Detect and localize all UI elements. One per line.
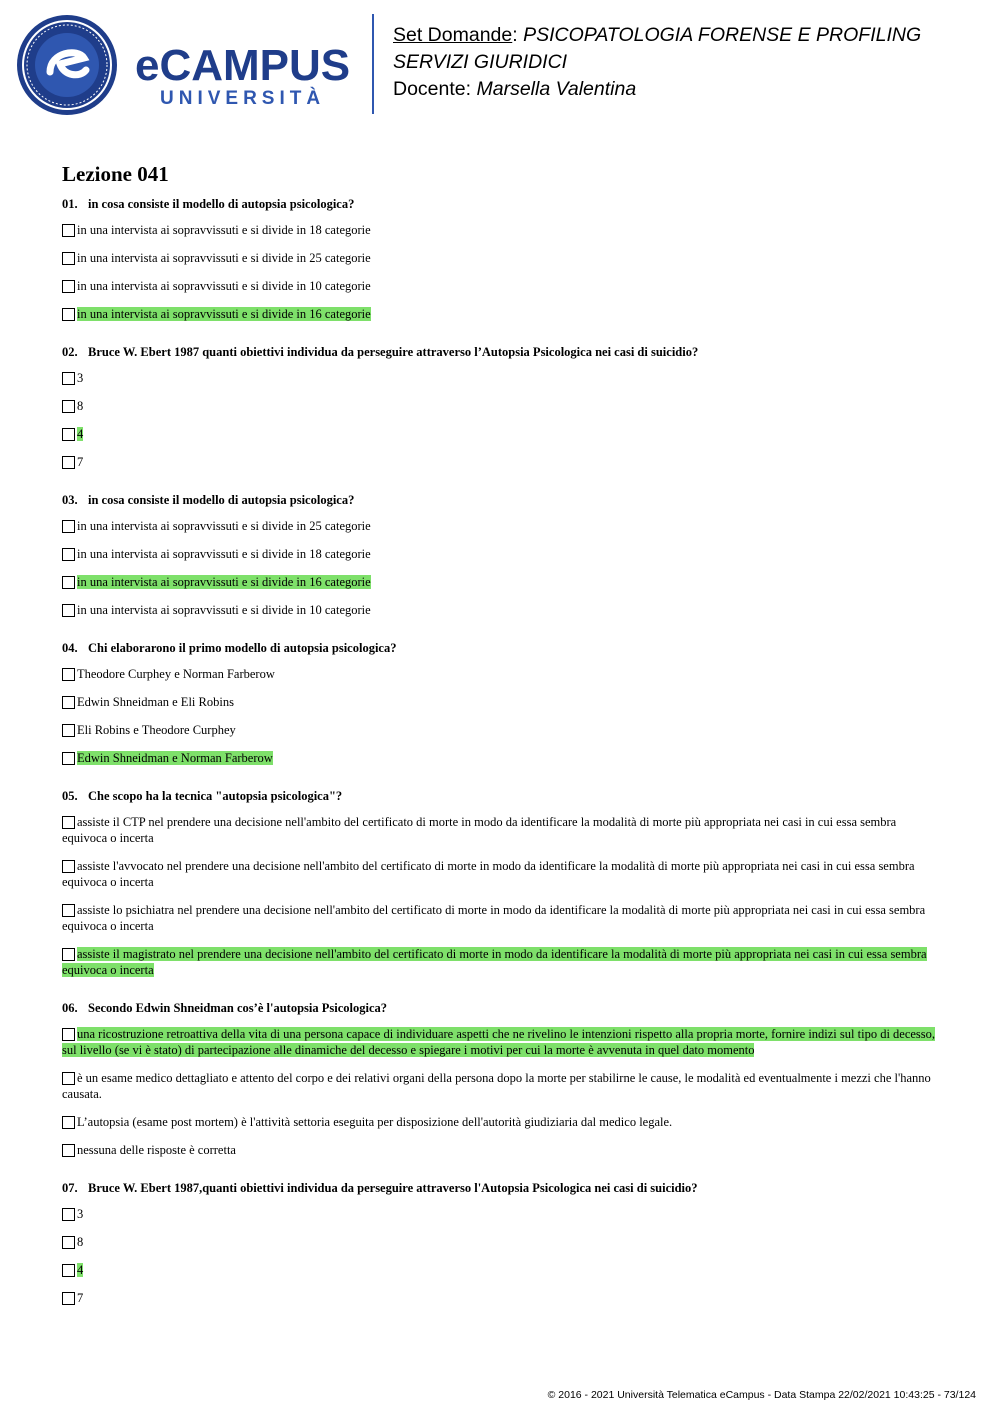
answer-option — [62, 666, 942, 682]
answer-text-correct: una ricostruzione retroattiva della vita di una persona capace di individuare aspetti che ne rivelino le intenzioni rispetto alla propria morte, fornire indizi sul tipo di decesso, sul livello (se vi è stato) di partecipazione alle dinamiche del decesso e spiegare i motivi per cui la morte è avvenuta in quel dato momento — [62, 1027, 936, 1057]
answer-option — [62, 1114, 942, 1130]
checkbox[interactable] — [62, 668, 75, 681]
set-value-2: SERVIZI GIURIDICI — [393, 51, 568, 73]
lesson-title: Lezione 041 — [62, 162, 169, 186]
question-label: Chi elaborarono il primo modello di autopsia psicologica? — [88, 641, 397, 655]
checkbox[interactable] — [62, 1028, 75, 1041]
answer-option — [62, 1234, 942, 1250]
question-label: in cosa consiste il modello di autopsia psicologica? — [88, 197, 355, 211]
question-item — [62, 1180, 942, 1306]
checkbox[interactable] — [62, 1072, 75, 1085]
question-item — [62, 788, 942, 978]
answer-text-correct: in una intervista ai sopravvissuti e si divide in 16 categorie — [77, 307, 371, 321]
answer-text: 8 — [77, 399, 84, 413]
checkbox[interactable] — [62, 724, 75, 737]
question-item — [62, 640, 942, 766]
question-item — [62, 492, 942, 618]
question-label: Che scopo ha la tecnica "autopsia psicologica"? — [88, 789, 343, 803]
answer-text-correct: in una intervista ai sopravvissuti e si divide in 16 categorie — [77, 575, 371, 589]
answer-text: 7 — [77, 455, 84, 469]
header-info — [393, 22, 993, 103]
answer-option — [62, 1070, 942, 1102]
question-number: 02. — [62, 345, 78, 359]
answer-option — [62, 1026, 942, 1058]
question-list — [62, 196, 942, 1306]
answer-text: è un esame medico dettagliato e attento del corpo e dei relativi organi della persona dopo la morte per stabilirne le cause, le modalità ed eventualmente i mezzi che l'hanno causata. — [62, 1071, 931, 1101]
answer-option — [62, 574, 942, 590]
answer-option — [62, 946, 942, 978]
answer-option — [62, 1262, 942, 1278]
question-label: in cosa consiste il modello di autopsia psicologica? — [88, 493, 355, 507]
question-number: 06. — [62, 1001, 78, 1015]
ecampus-seal-icon — [16, 14, 118, 116]
answer-option — [62, 1206, 942, 1222]
question-number: 03. — [62, 493, 78, 507]
checkbox[interactable] — [62, 696, 75, 709]
question-text — [62, 492, 942, 508]
answer-text: 3 — [77, 371, 84, 385]
answer-option — [62, 814, 942, 846]
question-item — [62, 1000, 942, 1158]
ecampus-logo-subtitle: UNIVERSITÀ — [160, 88, 326, 109]
checkbox[interactable] — [62, 456, 75, 469]
checkbox[interactable] — [62, 752, 75, 765]
question-text — [62, 196, 942, 212]
checkbox[interactable] — [62, 1116, 75, 1129]
checkbox[interactable] — [62, 400, 75, 413]
question-label: Bruce W. Ebert 1987,quanti obiettivi individua da perseguire attraverso l'Autopsia Psicologica nei casi di suicidio? — [88, 1181, 698, 1195]
checkbox[interactable] — [62, 1208, 75, 1221]
question-number: 04. — [62, 641, 78, 655]
answer-option — [62, 398, 942, 414]
question-label: Secondo Edwin Shneidman cos’è l'autopsia Psicologica? — [88, 1001, 387, 1015]
answer-text: assiste il CTP nel prendere una decisione nell'ambito del certificato di morte in modo da identificare la modalità di morte più appropriata nei casi in cui essa sembra equivoca o incerta — [62, 815, 897, 845]
answer-text: in una intervista ai sopravvissuti e si divide in 25 categorie — [77, 519, 371, 533]
question-text — [62, 640, 942, 656]
answer-text: assiste l'avvocato nel prendere una decisione nell'ambito del certificato di morte in modo da identificare la modalità di morte più appropriata nei casi in cui essa sembra equivoca o incerta — [62, 859, 915, 889]
answer-text: in una intervista ai sopravvissuti e si divide in 18 categorie — [77, 547, 371, 561]
question-text — [62, 344, 942, 360]
docente-line — [393, 76, 993, 103]
answer-text: 7 — [77, 1291, 84, 1305]
answer-option — [62, 250, 942, 266]
set-line: Set Domande: PSICOPATOLOGIA FORENSE E PROFILING — [393, 24, 922, 46]
docente-value: Marsella Valentina — [476, 78, 637, 100]
answer-option — [62, 426, 942, 442]
answer-option — [62, 306, 942, 322]
answer-text: assiste lo psichiatra nel prendere una decisione nell'ambito del certificato di morte in modo da identificare la modalità di morte più appropriata nei casi in cui essa sembra equivoca o incerta — [62, 903, 926, 933]
answer-option — [62, 602, 942, 618]
question-number: 07. — [62, 1181, 78, 1195]
answer-option — [62, 1290, 942, 1306]
answer-option — [62, 858, 942, 890]
header-divider — [372, 14, 374, 114]
question-label: Bruce W. Ebert 1987 quanti obiettivi individua da perseguire attraverso l’Autopsia Psicologica nei casi di suicidio? — [88, 345, 699, 359]
answer-option — [62, 370, 942, 386]
checkbox[interactable] — [62, 604, 75, 617]
set-label: Set Domande — [393, 24, 513, 46]
answer-text: in una intervista ai sopravvissuti e si divide in 10 categorie — [77, 603, 371, 617]
answer-option — [62, 722, 942, 738]
checkbox[interactable] — [62, 1236, 75, 1249]
question-text — [62, 1000, 942, 1016]
answer-text-correct: 4 — [77, 427, 84, 441]
answer-text: nessuna delle risposte è corretta — [77, 1143, 236, 1157]
checkbox[interactable] — [62, 1292, 75, 1305]
question-text — [62, 1180, 942, 1196]
answer-text: Theodore Curphey e Norman Farberow — [77, 667, 275, 681]
checkbox[interactable] — [62, 252, 75, 265]
answer-text: 3 — [77, 1207, 84, 1221]
answer-option — [62, 278, 942, 294]
answer-text: Edwin Shneidman e Eli Robins — [77, 695, 234, 709]
answer-option — [62, 518, 942, 534]
answer-text: L’autopsia (esame post mortem) è l'attività settoria eseguita per disposizione dell'autorità giudiziaria dal medico legale. — [77, 1115, 673, 1129]
answer-text-correct: 4 — [77, 1263, 84, 1277]
answer-text: in una intervista ai sopravvissuti e si divide in 18 categorie — [77, 223, 371, 237]
page-footer: © 2016 - 2021 Università Telematica eCampus - Data Stampa 22/02/2021 10:43:25 - 73/124 — [547, 1389, 976, 1401]
answer-text: in una intervista ai sopravvissuti e si divide in 25 categorie — [77, 251, 371, 265]
question-number: 01. — [62, 197, 78, 211]
question-item — [62, 196, 942, 322]
answer-text: 8 — [77, 1235, 84, 1249]
checkbox[interactable] — [62, 1264, 75, 1277]
set-value: PSICOPATOLOGIA FORENSE E PROFILING — [523, 24, 922, 46]
checkbox[interactable] — [62, 948, 75, 961]
page-header — [0, 0, 1000, 130]
checkbox[interactable] — [62, 576, 75, 589]
question-text — [62, 788, 942, 804]
checkbox[interactable] — [62, 308, 75, 321]
docente-label: Docente: — [393, 78, 472, 100]
answer-text-correct: Edwin Shneidman e Norman Farberow — [77, 751, 273, 765]
question-number: 05. — [62, 789, 78, 803]
answer-option — [62, 1142, 942, 1158]
checkbox[interactable] — [62, 816, 75, 829]
checkbox[interactable] — [62, 224, 75, 237]
answer-option — [62, 902, 942, 934]
answer-option — [62, 222, 942, 238]
answer-option — [62, 694, 942, 710]
checkbox[interactable] — [62, 1144, 75, 1157]
answer-option — [62, 454, 942, 470]
checkbox[interactable] — [62, 428, 75, 441]
answer-text: in una intervista ai sopravvissuti e si divide in 10 categorie — [77, 279, 371, 293]
checkbox[interactable] — [62, 904, 75, 917]
checkbox[interactable] — [62, 372, 75, 385]
answer-text: Eli Robins e Theodore Curphey — [77, 723, 236, 737]
answer-option — [62, 546, 942, 562]
answer-option — [62, 750, 942, 766]
checkbox[interactable] — [62, 860, 75, 873]
checkbox[interactable] — [62, 548, 75, 561]
checkbox[interactable] — [62, 280, 75, 293]
question-item — [62, 344, 942, 470]
content — [62, 160, 942, 1328]
checkbox[interactable] — [62, 520, 75, 533]
ecampus-logo: eCAMPUS — [135, 41, 351, 90]
answer-text-correct: assiste il magistrato nel prendere una decisione nell'ambito del certificato di morte in modo da identificare la modalità di morte più appropriata nei casi in cui essa sembra equivoca o incerta — [62, 947, 927, 977]
